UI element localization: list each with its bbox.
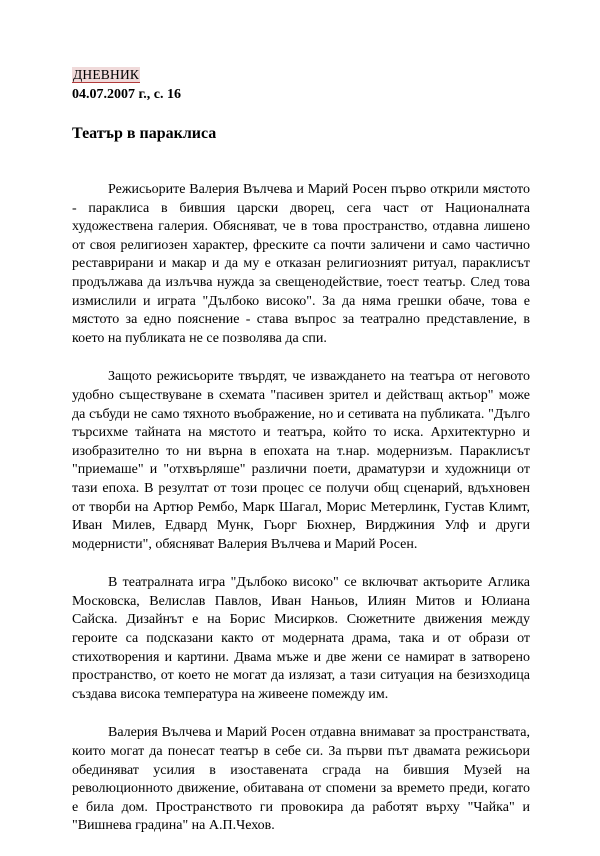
article-header — [72, 66, 530, 103]
source-link[interactable]: ДНЕВНИК — [73, 67, 140, 82]
paragraph: Валерия Вълчева и Марий Росен отдавна внимават за пространствата, които могат да понесат театър в себе си. За първи път двамата режисьори обединяват усилия в изоставената сграда на бившия Музей на революционното движение, обитавана от спомени за времето преди, когато е била дом. Пространството ги провокира да работят върху "Чайка" и "Вишнева градина" на А.П.Чехов. — [72, 725, 530, 834]
article-title: Театър в параклиса — [72, 125, 217, 142]
dateline: 04.07.2007 г., с. 16 — [72, 87, 181, 102]
article-body — [72, 181, 530, 836]
paragraph: Защото режисьорите твърдят, че изваждането на театъра от неговото удобно съществуване в схемата "пасивен зрител и действащ актьор" може да събуди не само тяхното въображение, но и сетивата на публиката. "Дълго търсихме тайната на мястото и театъра, който то иска. Архитектурно и изобразително то ни върна в епохата на т.нар. модернизъм. Параклисът "приемаше" и "отхвърляше" различни поети, драматурзи и художници от тази епоха. В резултат от този процес се получи общ сценарий, вдъхновен от творби на Артюр Рембо, Марк Шагал, Морис Метерлинк, Густав Климт, Иван Милев, Едвард Мунк, Гьорг Бюхнер, Вирджиния Улф и други модернисти", обясняват Валерия Вълчева и Марий Росен. — [72, 369, 530, 552]
article — [72, 66, 530, 856]
paragraph: В театралната игра "Дълбоко високо" се включват актьорите Аглика Московска, Велислав Павлов, Иван Наньов, Илиян Митов и Юлиана Сайска. Дизайнът е на Борис Мисирков. Сюжетните движения между героите са подсказани както от модерната драма, така и от образи от стихотворения и картини. Двама мъже и две жени се намират в затворено пространство, от което не могат да излязат, а тази ситуация на безизходица създава висока температура на живеене помежду им. — [72, 575, 530, 702]
paragraph: Режисьорите Валерия Вълчева и Марий Росен първо открили мястото - параклиса в бившия царски дворец, сега част от Националната художествена галерия. Обясняват, че в това пространство, отдавна лишено от своя религиозен характер, фреските са почти заличени и само частично реставрирани и макар и да му е отказан религиозният ритуал, параклисът продължава да излъчва нужда за свещенодействие, тоест театър. След това измислили и играта "Дълбоко високо". За да няма грешки обаче, това е мястото за едно пояснение - става въпрос за театрално представление, в което на публиката не се позволява да спи. — [72, 182, 530, 346]
